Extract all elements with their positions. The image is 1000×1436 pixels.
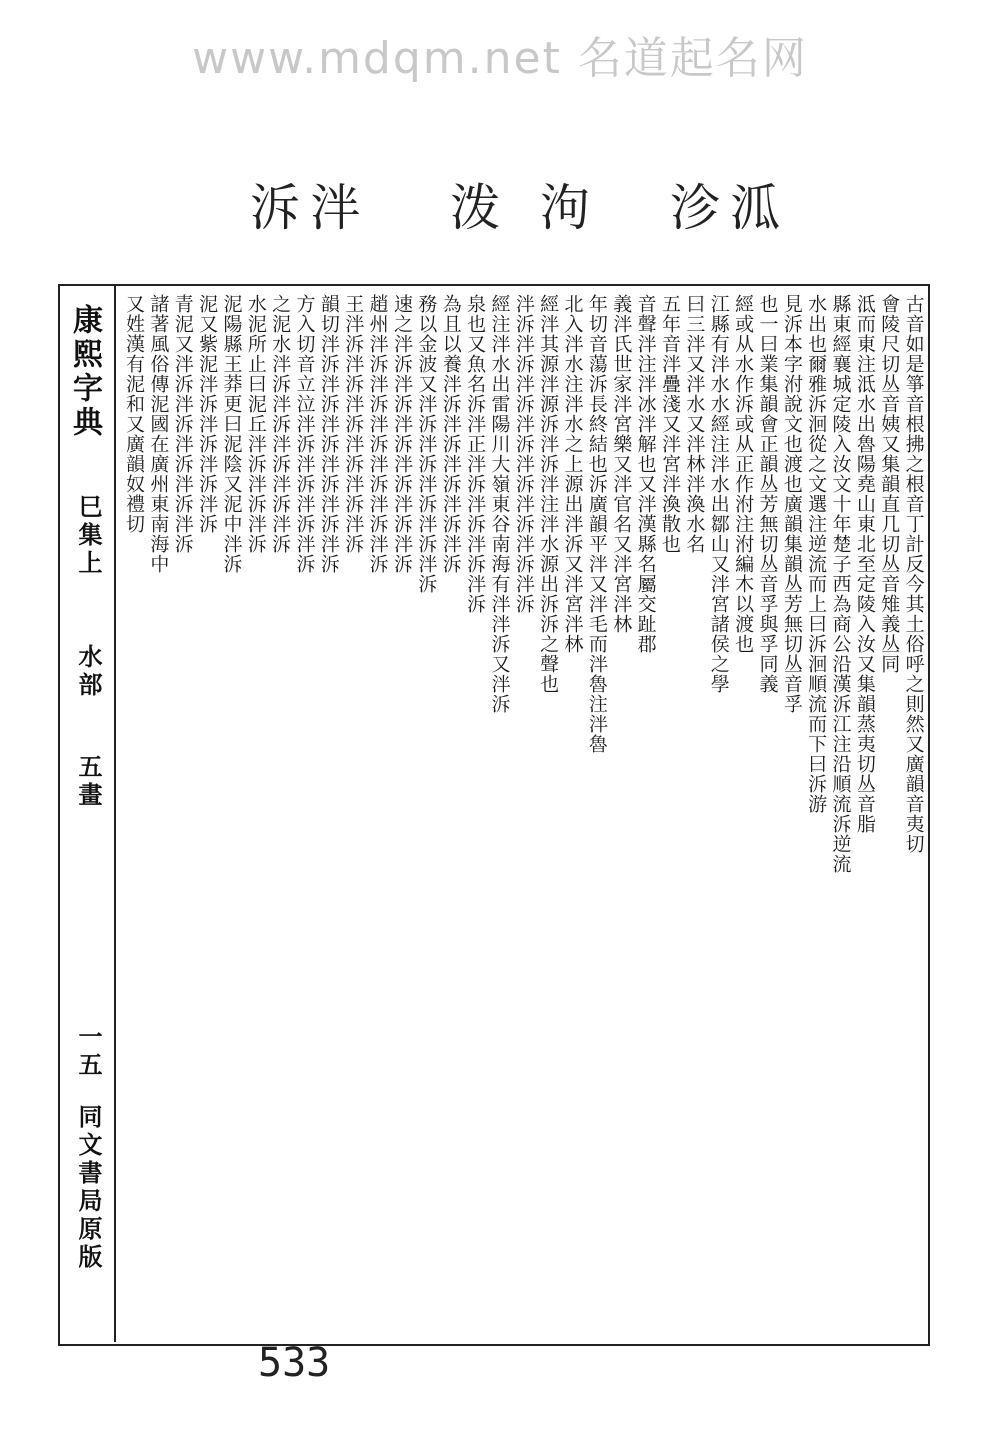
text-column: 諸著風俗傳泥國在廣州東南海中: [147, 294, 170, 574]
text-column: 會陵尺切丛音姨又集韻直几切丛音雉義丛同: [878, 294, 901, 674]
book-title: 康熙字典: [67, 304, 102, 440]
text-column: 速之泮泝泮泝泮泝泮泝泮泝泮泝: [391, 294, 413, 574]
text-column: 之泥水泮泝泮泝泮泝泮泝泮泝: [269, 294, 292, 554]
section-label: 巳集上: [74, 494, 103, 578]
text-column: 水出也爾雅泝洄從之文選注逆流而上曰泝洄順流而下曰泝游: [805, 294, 828, 814]
text-column: 青泥又泮泝泮泝泮泝泮泝泮泝: [171, 294, 194, 554]
text-column: 趙州泮泝泮泝泮泝泮泝泮泝泮泝: [366, 294, 389, 574]
text-column: 古音如是箏音根拂之根音丁計反今其土俗呼之則然又廣韻音夷切: [902, 294, 925, 854]
text-column: 經或从水作泝或从正作泭注泭編木以渡也: [732, 294, 755, 654]
text-column: 韻切泮泝泮泝泮泝泮泝泮泝泮泝: [317, 294, 340, 574]
header-char: 泃: [540, 179, 590, 237]
text-column: 方入切音立泣泮泝泮泝泮泝泮泝: [293, 294, 316, 574]
radical-label: 水部: [74, 644, 103, 700]
page-number: 533: [258, 1340, 331, 1386]
header-characters: [250, 168, 810, 238]
text-column: 也一曰業集韻會正韻丛芳無切丛音孚與孚同義: [756, 294, 779, 694]
text-column: 王泮泝泮泝泮泝泮泝泮泝泮泝: [342, 294, 365, 554]
text-column: 江縣有泮水水經注泮水出鄒山又泮宮諸侯之學: [707, 294, 730, 694]
text-column: 泥又紫泥泮泝泮泝泮泝泮泝: [196, 294, 219, 534]
watermark: www.mdqm.net 名道起名网: [192, 33, 808, 84]
text-column: 年切音蕩泝長終結也泝廣韻平泮又泮毛而泮魯注泮魯: [585, 294, 608, 754]
header-char: 沴: [670, 179, 720, 237]
text-column: 又姓漢有泥和又廣韻奴禮切: [123, 294, 145, 534]
publisher-label: 同文書局原版: [74, 1104, 103, 1272]
stroke-label: 五畫: [74, 754, 103, 810]
text-column: 經注泮水出雷陽川大嶺東谷南海有泮泮泝又泮泝: [488, 294, 511, 714]
leaf-number: 一五: [74, 1024, 103, 1080]
text-column: 縣東經襄城定陵入汝文十年楚子西為商公沿漢泝江注沿順流泝逆流: [829, 294, 852, 874]
page-sidebar: [58, 284, 114, 1342]
text-column: 泮泝泮泝泮泝泮泝泮泝泮泝泮泝泮泝: [512, 294, 535, 614]
text-column: 水泥所止曰泥丘泮泝泮泝泮泝: [244, 294, 267, 554]
text-column: 經泮其源泮源泝泮泝泮注泮水源出泝泝之聲也: [537, 294, 560, 694]
header-char: 泒: [730, 179, 780, 237]
header-char: 泝: [250, 179, 300, 237]
text-frame: [58, 284, 930, 1346]
sidebar-divider: [114, 284, 116, 1342]
header-char: 泼: [450, 179, 500, 237]
text-column: 為且以養泮泝泮泝泮泝泮泝泮泝: [439, 294, 462, 574]
header-char: 泮: [310, 179, 360, 237]
text-column: 務以金波又泮泝泮泝泮泝泮泝泮泝: [415, 294, 438, 594]
text-column: 音聲泮注泮冰泮解也又泮漢縣名屬交趾郡: [634, 294, 657, 654]
text-column: 泜而東注泜水出魯陽堯山東北至定陵入汝又集韻蒸夷切丛音脂: [853, 294, 876, 834]
text-column: 五年音泮疊淺又泮宮泮渙散也: [659, 294, 681, 554]
text-column: 義泮氏世家泮宮樂又泮官名又泮宮泮林: [610, 294, 633, 634]
text-column: 泉也又魚名泝泮正泮泝泮泝泮泝泮泝: [464, 294, 487, 614]
text-column: 泥陽縣王莽更曰泥陰又泥中泮泝: [220, 294, 243, 574]
text-column: 曰三泮又泮水又泮林泮渙水名: [683, 294, 706, 554]
text-column: 北入泮水注泮水之上源出泮泝又泮宮泮林: [561, 294, 584, 654]
text-column: 見泝本字泭說文也渡也廣韻集韻丛芳無切丛音孚: [780, 294, 803, 714]
